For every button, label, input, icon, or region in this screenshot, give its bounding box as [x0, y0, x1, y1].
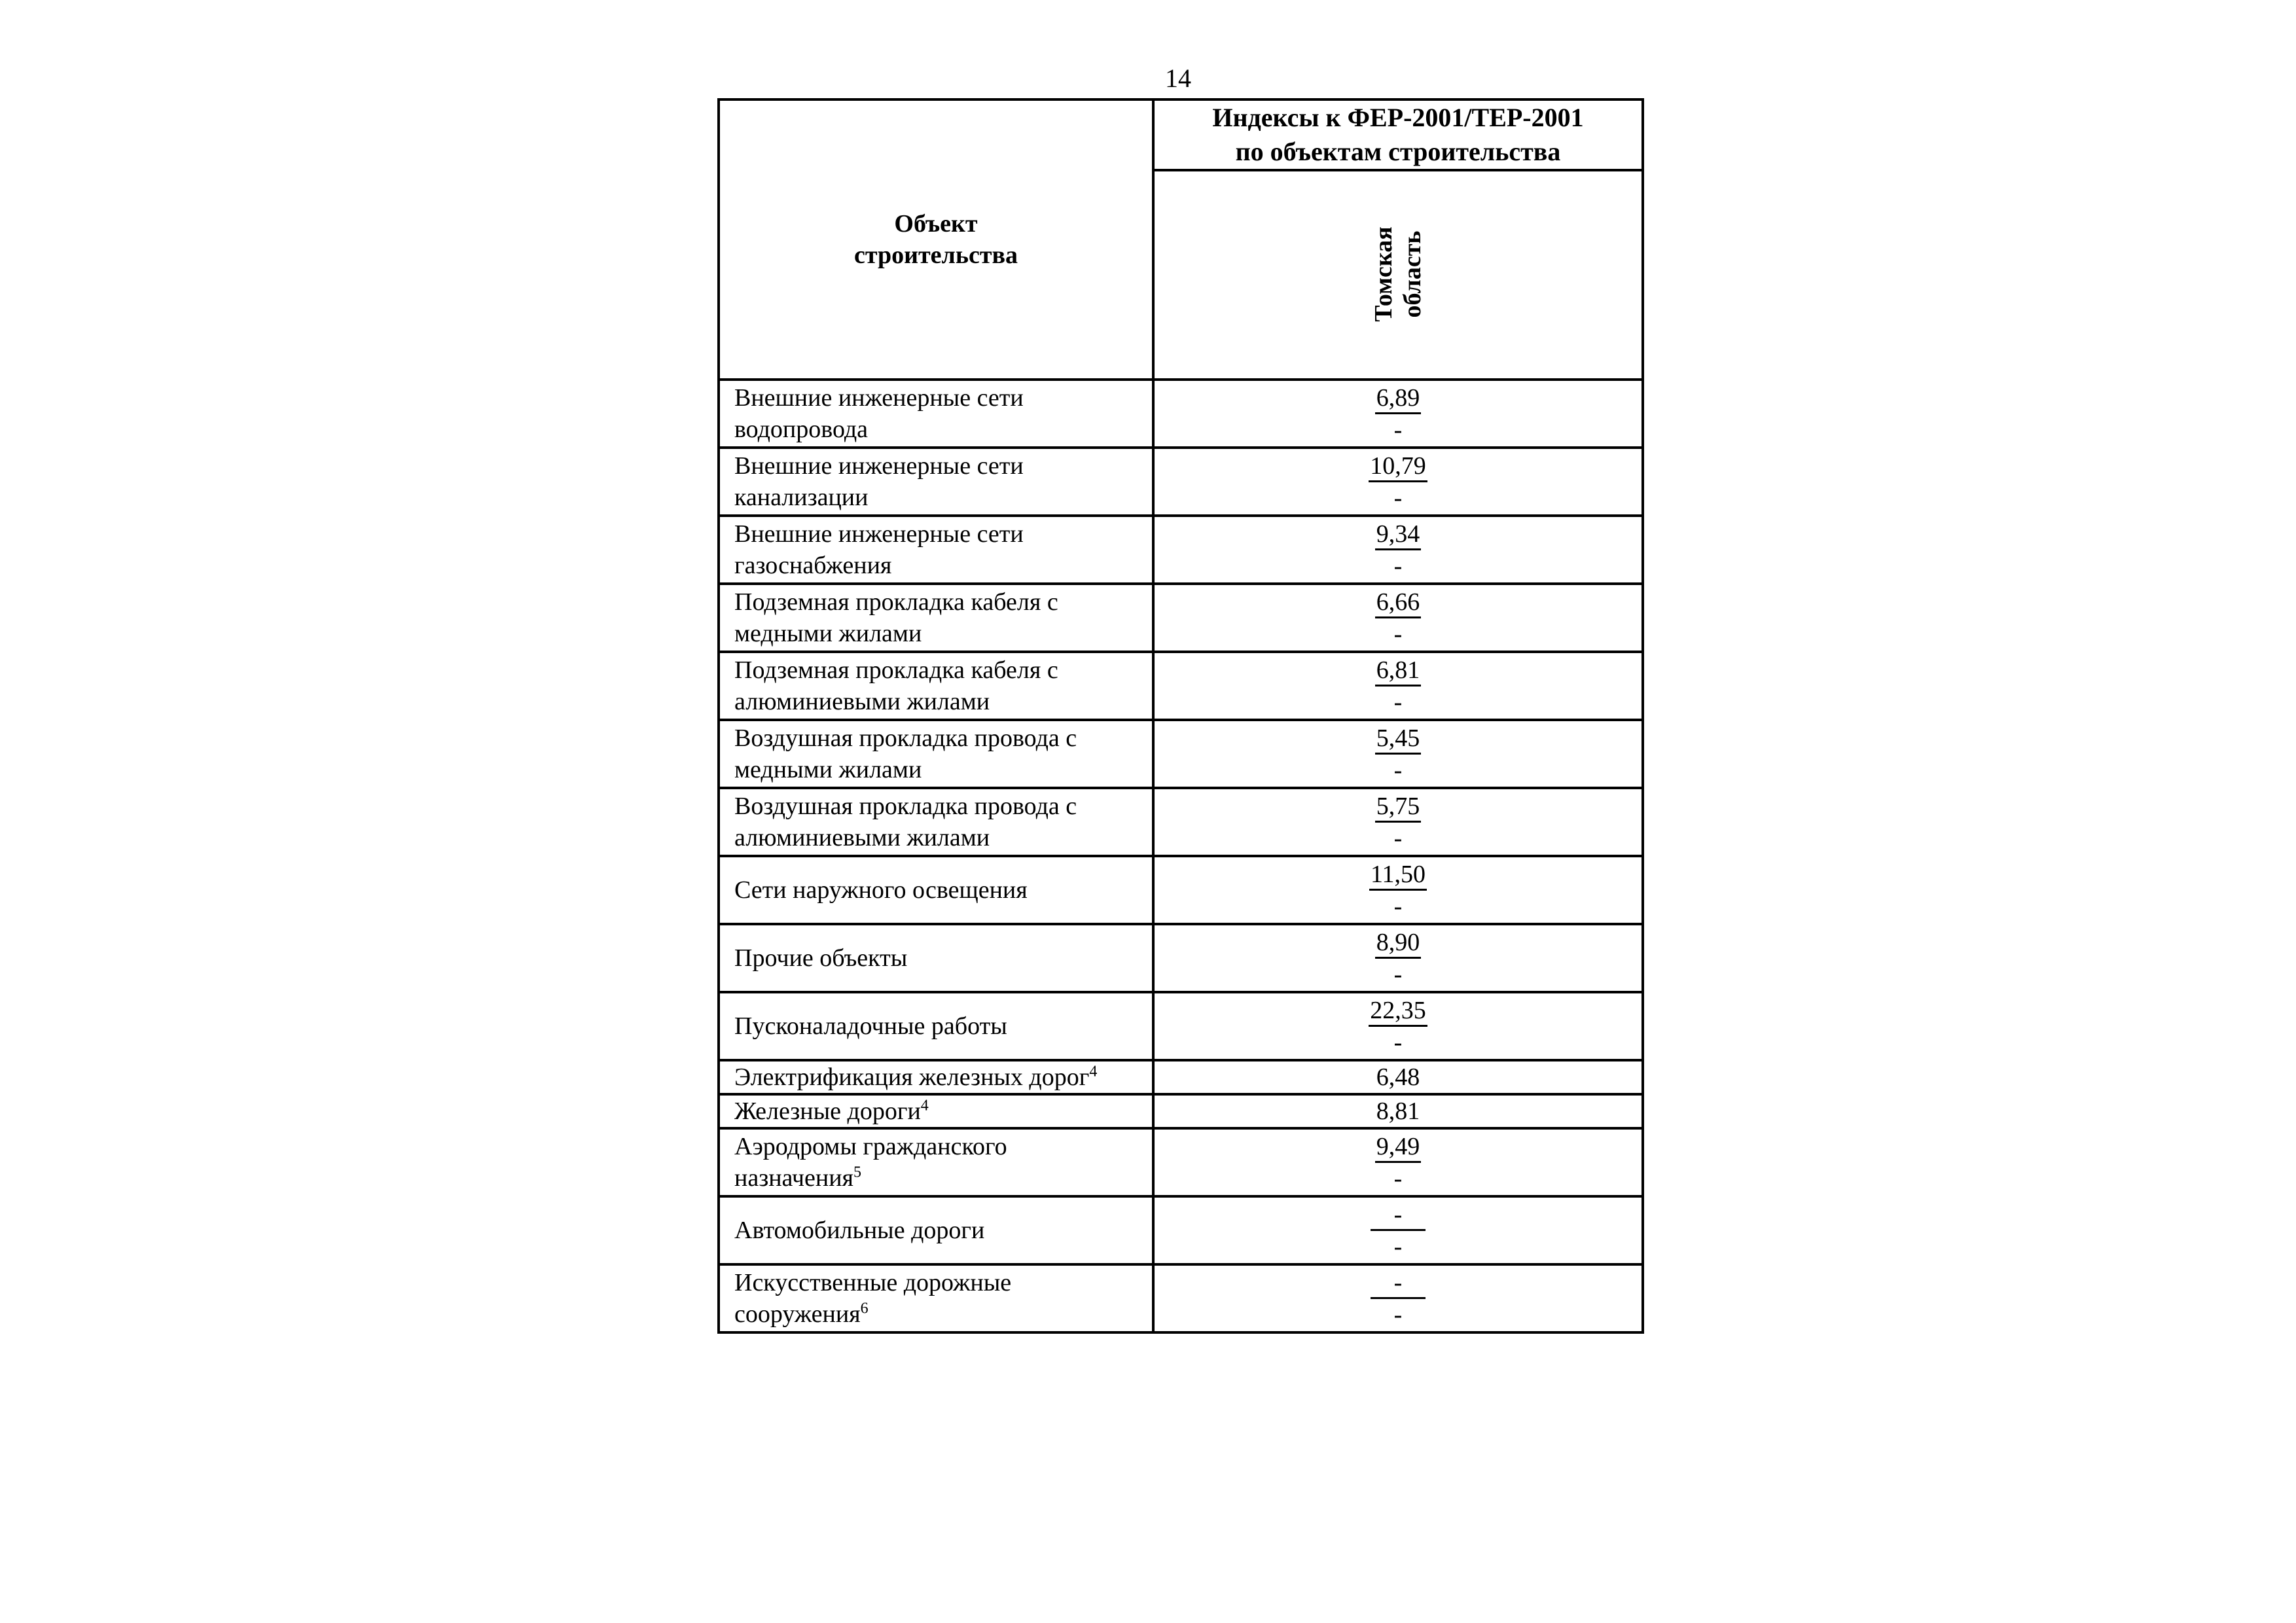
table-row — [719, 788, 1643, 856]
table-row — [719, 924, 1643, 992]
object-name-line2: алюминиевыми жилами — [734, 688, 990, 715]
header-index-group — [1153, 99, 1643, 170]
index-value-cell — [1153, 1264, 1643, 1332]
page-number: 14 — [1165, 63, 1191, 93]
table-row — [719, 448, 1643, 516]
index-value-top: 9,49 — [1375, 1132, 1422, 1163]
index-value-cell — [1153, 720, 1643, 788]
index-value-bottom: - — [1393, 620, 1403, 648]
object-name-line2 — [734, 1162, 1147, 1194]
index-value-bottom: - — [1393, 892, 1403, 920]
object-name-line1: Пусконаладочные работы — [734, 1012, 1007, 1040]
object-name-cell — [719, 992, 1153, 1060]
header-region — [1153, 170, 1643, 380]
object-name-line1: Внешние инженерные сети — [734, 520, 1024, 548]
object-name-cell — [719, 1196, 1153, 1264]
table-row — [719, 992, 1643, 1060]
index-value-top: 6,89 — [1375, 383, 1422, 414]
object-name-line2: медными жилами — [734, 756, 922, 783]
index-value-cell — [1153, 584, 1643, 652]
object-name-cell — [719, 1060, 1153, 1094]
index-value-top: 6,81 — [1375, 656, 1422, 687]
object-name-line1: Воздушная прокладка провода с — [734, 724, 1077, 752]
index-value-cell — [1153, 924, 1643, 992]
object-name-line2: алюминиевыми жилами — [734, 824, 990, 851]
footnote-ref: 4 — [1089, 1063, 1098, 1080]
index-value-top: - — [1371, 1200, 1426, 1231]
table-header-row — [719, 99, 1643, 170]
object-name-cell — [719, 448, 1153, 516]
index-value-bottom: - — [1393, 824, 1403, 852]
object-name-line1: Подземная прокладка кабеля с — [734, 588, 1058, 616]
object-name-line1: Воздушная прокладка провода с — [734, 793, 1077, 820]
object-name-text: сооружения — [734, 1300, 861, 1328]
object-name-line1 — [734, 1096, 1147, 1127]
table-row — [719, 1094, 1643, 1128]
index-value-top: 5,45 — [1375, 724, 1422, 755]
index-value-bottom: - — [1393, 416, 1403, 444]
index-value-bottom: - — [1393, 688, 1403, 716]
index-value-top: 10,79 — [1369, 452, 1427, 482]
index-value-bottom: - — [1393, 1232, 1403, 1260]
index-value-top: 11,50 — [1369, 860, 1427, 891]
table-row — [719, 1264, 1643, 1332]
index-value-bottom: - — [1393, 1028, 1403, 1056]
header-group-line1: Индексы к ФЕР-2001/ТЕР-2001 — [1212, 103, 1584, 132]
index-value-bottom: - — [1393, 552, 1403, 580]
index-table — [717, 98, 1644, 1334]
object-name-cell — [719, 788, 1153, 856]
index-value-top: 6,66 — [1375, 588, 1422, 618]
object-name-cell — [719, 1264, 1153, 1332]
index-value-top: - — [1371, 1268, 1426, 1299]
index-value-cell — [1153, 448, 1643, 516]
index-value-top: 5,75 — [1375, 792, 1422, 823]
table-row — [719, 652, 1643, 720]
table-row — [719, 380, 1643, 448]
table-row — [719, 856, 1643, 924]
index-value-cell — [1153, 992, 1643, 1060]
object-name-line1: Подземная прокладка кабеля с — [734, 656, 1058, 684]
object-name-line1: Внешние инженерные сети — [734, 384, 1024, 412]
footnote-ref: 5 — [853, 1164, 862, 1181]
object-name-line1: Прочие объекты — [734, 944, 908, 972]
object-name-cell — [719, 652, 1153, 720]
object-name-line1 — [734, 1061, 1147, 1093]
index-value-bottom: - — [1393, 484, 1403, 512]
object-name-cell — [719, 1128, 1153, 1196]
table-row — [719, 720, 1643, 788]
table-row — [719, 516, 1643, 584]
index-value-top: 22,35 — [1369, 996, 1427, 1027]
header-object-line1: Объект — [894, 210, 978, 238]
index-value-bottom: - — [1393, 960, 1403, 988]
index-value-cell — [1153, 516, 1643, 584]
object-name-line2: водопровода — [734, 416, 869, 443]
index-value-bottom: - — [1393, 756, 1403, 784]
object-name-text: Железные дороги — [734, 1097, 921, 1125]
index-value-cell — [1153, 1060, 1643, 1094]
footnote-ref: 6 — [860, 1300, 869, 1317]
table-row — [719, 1128, 1643, 1196]
object-name-cell — [719, 380, 1153, 448]
object-name-line1: Автомобильные дороги — [734, 1217, 985, 1244]
object-name-line2: газоснабжения — [734, 552, 892, 579]
header-region-line2: область — [1398, 230, 1426, 318]
object-name-cell — [719, 584, 1153, 652]
header-region-line1: Томская — [1369, 226, 1397, 322]
object-name-line2: медными жилами — [734, 620, 922, 647]
header-object-line2: строительства — [853, 241, 1018, 269]
index-value: 8,81 — [1376, 1097, 1420, 1125]
index-value-cell — [1153, 1196, 1643, 1264]
index-value-cell — [1153, 1094, 1643, 1128]
object-name-cell — [719, 924, 1153, 992]
object-name-text: Электрификация железных дорог — [734, 1063, 1090, 1091]
object-name-line1: Сети наружного освещения — [734, 876, 1028, 904]
header-group-line2: по объектам строительства — [1235, 137, 1561, 166]
object-name-line2 — [734, 1298, 1147, 1330]
index-value-cell — [1153, 788, 1643, 856]
header-object — [719, 99, 1153, 380]
index-value-cell — [1153, 380, 1643, 448]
index-value: 6,48 — [1376, 1063, 1420, 1091]
index-value-bottom: - — [1393, 1300, 1403, 1329]
index-value-top: 8,90 — [1375, 928, 1422, 959]
object-name-line1: Аэродромы гражданского — [734, 1133, 1007, 1160]
index-value-cell — [1153, 652, 1643, 720]
footnote-ref: 4 — [920, 1097, 929, 1115]
table-row — [719, 1060, 1643, 1094]
index-value-bottom: - — [1393, 1164, 1403, 1192]
object-name-line1: Искусственные дорожные — [734, 1269, 1012, 1296]
header-region-rotated — [1369, 226, 1427, 322]
index-value-top: 9,34 — [1375, 520, 1422, 550]
object-name-cell — [719, 1094, 1153, 1128]
object-name-cell — [719, 516, 1153, 584]
object-name-cell — [719, 720, 1153, 788]
table-row — [719, 1196, 1643, 1264]
object-name-text: назначения — [734, 1164, 854, 1192]
object-name-line1: Внешние инженерные сети — [734, 452, 1024, 480]
object-name-cell — [719, 856, 1153, 924]
index-value-cell — [1153, 856, 1643, 924]
index-value-cell — [1153, 1128, 1643, 1196]
table-row — [719, 584, 1643, 652]
object-name-line2: канализации — [734, 484, 869, 511]
